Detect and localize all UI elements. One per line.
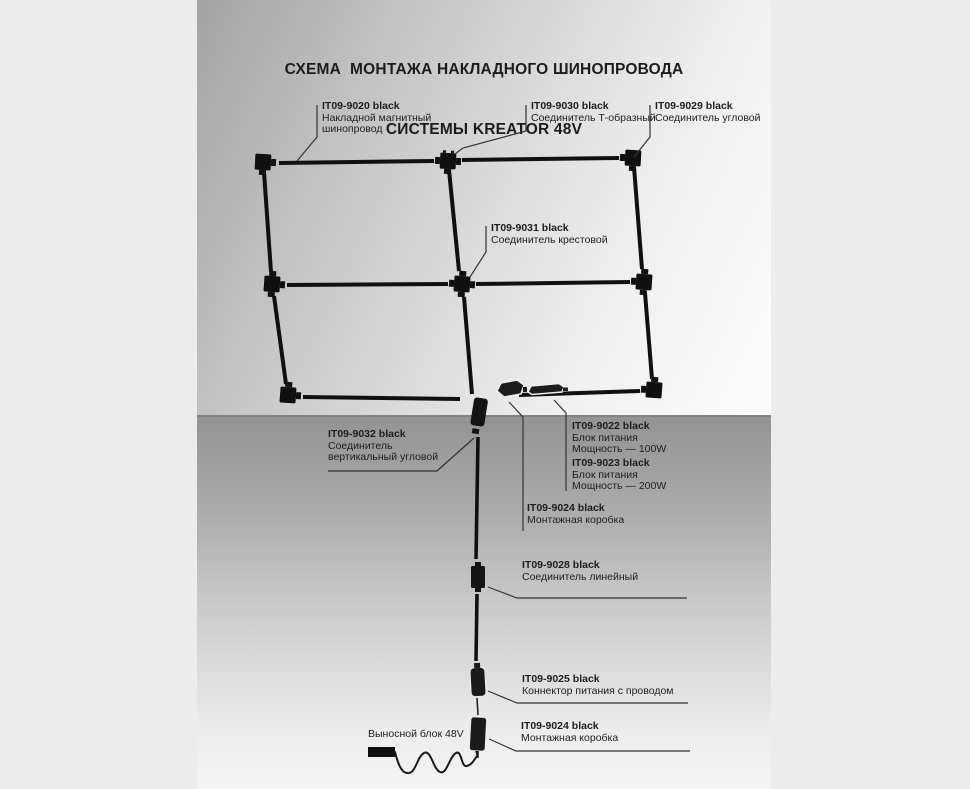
vertical-corner-connector: [469, 397, 488, 435]
label-it09-9028: [522, 560, 638, 583]
label-it09-9032: [328, 429, 438, 464]
mounting-box-ceiling: [497, 380, 524, 397]
page-title-line2: СИСТЕМЫ KREATOR 48V: [385, 121, 583, 138]
label-desc: Мощность — 100W: [572, 443, 667, 455]
leader-it09-9030: [455, 105, 526, 154]
label-desc: шинопровод: [322, 123, 383, 135]
label-desc: Соединитель крестовой: [491, 233, 608, 246]
label-it09-9020: [322, 101, 431, 136]
track-col-left-lower: [274, 296, 286, 384]
corner-connector-top-left: [254, 154, 276, 176]
track-col-right-lower: [645, 293, 652, 379]
label-code: IT09-9024 black: [521, 720, 599, 732]
track-top-right: [462, 158, 619, 160]
label-desc: Соединитель Т-образный: [531, 111, 656, 124]
track-col-mid-lower: [464, 297, 472, 394]
label-desc: Монтажная коробка: [527, 513, 625, 526]
label-code: IT09-9032 black: [328, 428, 406, 440]
track-col-left-upper: [264, 172, 271, 272]
label-desc: Мощность — 200W: [572, 480, 667, 492]
label-desc: Соединитель линейный: [522, 570, 639, 583]
label-remote-block: [368, 729, 464, 741]
label-code: IT09-9022 black: [572, 420, 650, 432]
track-mid-right: [476, 282, 630, 284]
label-it09-9022: [572, 421, 666, 456]
leader-it09-9022-9023: [554, 400, 566, 491]
label-desc: Соединитель: [328, 439, 393, 452]
leader-it09-9024-ceiling: [509, 402, 523, 531]
page-title-line1: СХЕМА МОНТАЖА НАКЛАДНОГО ШИНОПРОВОДА: [284, 61, 684, 78]
power-feed-connector: [470, 663, 487, 697]
label-code: IT09-9030 black: [531, 100, 609, 112]
leader-it09-9020: [297, 105, 317, 161]
label-desc: Накладной магнитный: [322, 111, 432, 124]
corner-connector-bottom-left: [279, 381, 301, 403]
grid-connectors: [254, 149, 663, 404]
device-connector-nub: [523, 387, 527, 392]
label-desc: вертикальный угловой: [328, 451, 439, 463]
label-desc: Коннектор питания с проводом: [522, 684, 674, 697]
label-desc: Выносной блок 48V: [368, 728, 464, 740]
label-code: IT09-9025 black: [522, 673, 600, 685]
label-it09-9029: [655, 101, 760, 124]
leader-it09-9031: [470, 226, 486, 277]
t-connector-mid-left: [263, 270, 286, 297]
power-supply-tip: [563, 388, 568, 392]
diagram-canvas: [197, 0, 771, 789]
t-connector-mid-right: [630, 268, 653, 295]
track-mid-left: [287, 284, 448, 285]
label-code: IT09-9028 black: [522, 559, 600, 571]
label-it09-9025: [522, 674, 674, 697]
t-connector-top: [434, 150, 461, 175]
track-bottom-left: [303, 397, 460, 399]
label-it09-9031: [491, 223, 608, 246]
leader-it09-9028: [488, 587, 687, 598]
power-supply-unit: [528, 384, 564, 395]
corner-connector-bottom-right: [640, 376, 662, 398]
label-it09-9024-ceiling: [527, 503, 624, 526]
wall-track-upper: [476, 437, 478, 559]
wall-track: [476, 437, 478, 661]
label-code: IT09-9023 black: [572, 457, 650, 469]
track-col-mid-upper: [449, 170, 459, 271]
label-it09-9023: [572, 458, 666, 493]
label-code: IT09-9020 black: [322, 100, 400, 112]
label-code: IT09-9029 black: [655, 100, 733, 112]
label-it09-9030: [531, 101, 656, 124]
label-code: IT09-9024 black: [527, 502, 605, 514]
label-desc: Монтажная коробка: [521, 731, 619, 744]
linear-connector: [471, 562, 485, 592]
label-desc: Соединитель угловой: [655, 111, 761, 124]
label-code: IT09-9031 black: [491, 222, 569, 234]
remote-power-block: [368, 747, 395, 757]
label-it09-9024-wall: [521, 721, 618, 744]
power-cord-wave: [395, 752, 477, 773]
wall-track-lower: [476, 594, 477, 661]
wire-connector-to-box: [477, 698, 478, 715]
label-desc: Блок питания: [572, 431, 638, 444]
label-desc: Блок питания: [572, 468, 638, 481]
mounting-box-wall: [469, 717, 487, 758]
track-top-left: [279, 161, 434, 163]
track-col-right-upper: [634, 167, 642, 269]
